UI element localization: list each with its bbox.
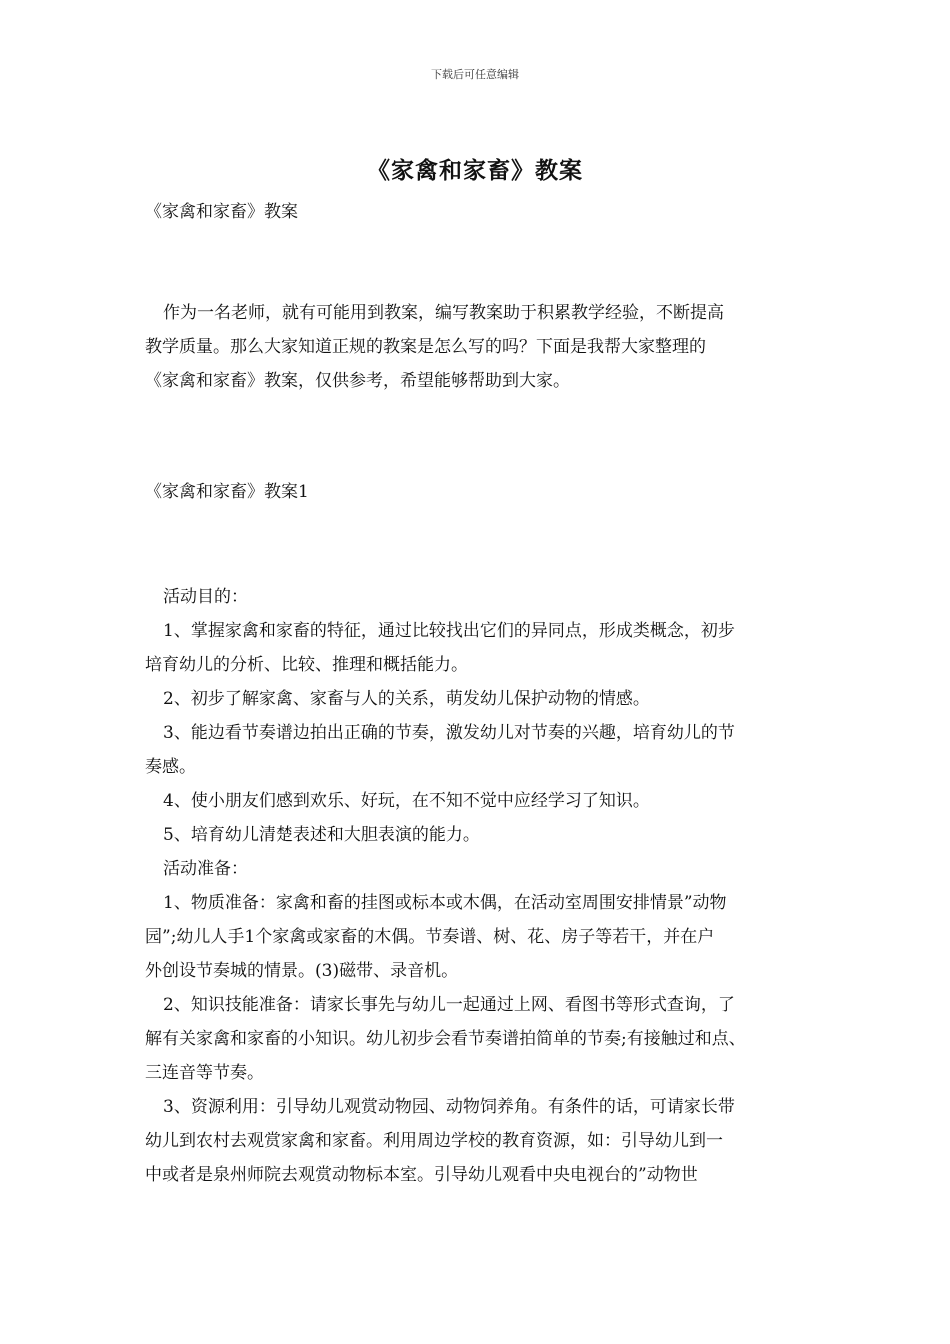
body-line: 2、知识技能准备：请家长事先与幼儿一起通过上网、看图书等形式查询，了 bbox=[163, 995, 735, 1015]
body-line: 活动目的： bbox=[163, 587, 248, 607]
body-line: 外创设节奏城的情景。(3)磁带、录音机。 bbox=[145, 961, 459, 981]
section-heading-line: 《家禽和家畜》教案1 bbox=[145, 482, 309, 502]
body-line: 中或者是泉州师院去观赏动物标本室。引导幼儿观看中央电视台的”动物世 bbox=[145, 1165, 698, 1185]
section-body bbox=[145, 580, 825, 1192]
subtitle-line: 《家禽和家畜》教案 bbox=[145, 202, 298, 222]
body-line: 1、物质准备：家禽和畜的挂图或标本或木偶，在活动室周围安排情景”动物 bbox=[163, 893, 727, 913]
document-subtitle bbox=[145, 195, 825, 229]
body-line: 1、掌握家禽和家畜的特征，通过比较找出它们的异同点，形成类概念，初步 bbox=[163, 621, 735, 641]
body-line: 5、培育幼儿清楚表述和大胆表演的能力。 bbox=[163, 825, 480, 845]
body-line: 3、能边看节奏谱边拍出正确的节奏，激发幼儿对节奏的兴趣，培育幼儿的节 bbox=[163, 723, 735, 743]
section-heading bbox=[145, 475, 825, 509]
document-title: 《家禽和家畜》教案 bbox=[367, 157, 583, 184]
body-line: 三连音等节奏。 bbox=[145, 1063, 264, 1083]
body-line: 奏感。 bbox=[145, 757, 196, 777]
intro-line: 教学质量。那么大家知道正规的教案是怎么写的吗？下面是我帮大家整理的 bbox=[145, 337, 706, 357]
intro-line: 《家禽和家畜》教案，仅供参考，希望能够帮助到大家。 bbox=[145, 371, 570, 391]
body-line: 园”;幼儿人手1个家禽或家畜的木偶。节奏谱、树、花、房子等若干，并在户 bbox=[145, 927, 715, 947]
intro-line: 作为一名老师，就有可能用到教案，编写教案助于积累教学经验，不断提高 bbox=[163, 303, 724, 323]
body-line: 2、初步了解家禽、家畜与人的关系，萌发幼儿保护动物的情感。 bbox=[163, 689, 650, 709]
body-line: 3、资源利用：引导幼儿观赏动物园、动物饲养角。有条件的话，可请家长带 bbox=[163, 1097, 735, 1117]
body-line: 活动准备： bbox=[163, 859, 248, 879]
body-line: 幼儿到农村去观赏家禽和家畜。利用周边学校的教育资源，如：引导幼儿到一 bbox=[145, 1131, 723, 1151]
header-note: 下载后可任意编辑 bbox=[431, 68, 519, 81]
body-line: 解有关家禽和家畜的小知识。幼儿初步会看节奏谱拍简单的节奏;有接触过和点、 bbox=[145, 1029, 746, 1049]
body-line: 培育幼儿的分析、比较、推理和概括能力。 bbox=[145, 655, 468, 675]
intro-paragraph bbox=[145, 296, 825, 398]
body-line: 4、使小朋友们感到欢乐、好玩，在不知不觉中应经学习了知识。 bbox=[163, 791, 650, 811]
